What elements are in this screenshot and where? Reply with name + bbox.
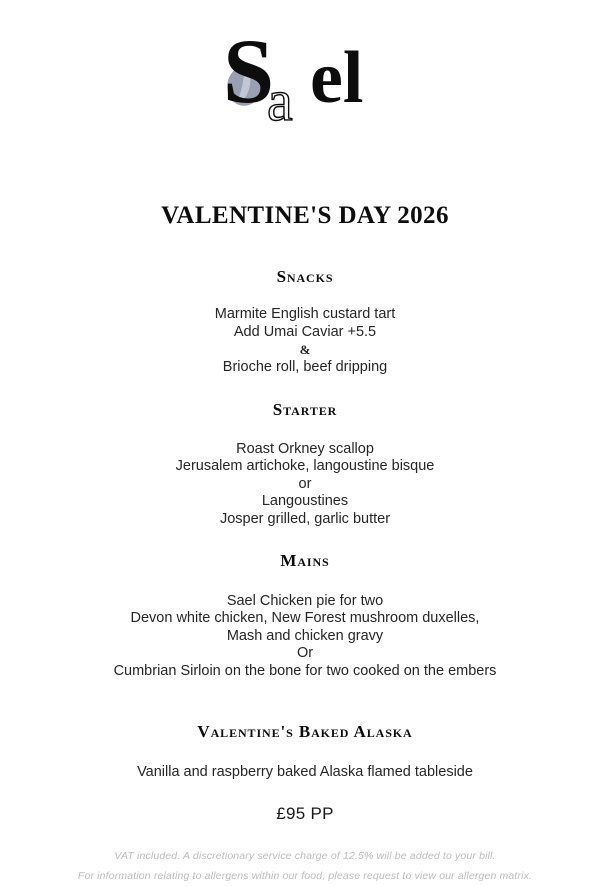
menu-line-or: or: [298, 475, 312, 492]
menu-price: £95 PP: [276, 804, 334, 824]
menu-line: Josper grilled, garlic butter: [219, 510, 391, 527]
menu-line: Langoustines: [261, 493, 349, 510]
logo-letters-el: el: [310, 37, 364, 119]
menu-line-or: Or: [296, 645, 314, 662]
page-title: VALENTINE'S DAY 2026: [161, 202, 449, 229]
brand-logo: [0, 0, 610, 150]
sael-logo-svg: [215, 22, 395, 130]
menu-line: Marmite English custard tart: [214, 306, 396, 323]
vat-note: VAT included. A discretionary service charge of 12.5% will be added to your bill.: [114, 850, 496, 863]
section-starter: [0, 400, 610, 528]
section-dessert: [0, 722, 610, 781]
section-lines-starter: [0, 441, 610, 529]
menu-line: Mash and chicken gravy: [226, 627, 384, 644]
sael-logo-mark: [0, 22, 610, 130]
menu-line: Roast Orkney scallop: [236, 440, 374, 457]
section-mains: [0, 551, 610, 680]
menu-line: Add Umai Caviar +5.5: [233, 323, 377, 340]
menu-line: Cumbrian Sirloin on the bone for two cooked on the embers: [113, 662, 497, 679]
section-heading-starter: Starter: [272, 400, 338, 420]
menu-line-ampersand: &: [299, 342, 311, 358]
section-heading-mains: Mains: [280, 551, 330, 571]
section-lines-snacks: [0, 306, 610, 376]
section-snacks: [0, 267, 610, 377]
allergen-note: For information relating to allergens within our food, please request to view our allergen matrix.: [77, 870, 533, 883]
menu-line: Vanilla and raspberry baked Alaska flamed tableside: [137, 763, 473, 780]
menu-line: Jerusalem artichoke, langoustine bisque: [175, 458, 435, 475]
section-heading-dessert: Valentine's Baked Alaska: [197, 722, 413, 742]
logo-letter-s: S: [223, 22, 275, 122]
menu-line: Sael Chicken pie for two: [226, 592, 384, 609]
logo-letter-a: a: [267, 68, 293, 130]
section-lines-mains: [0, 593, 610, 681]
menu-line: Devon white chicken, New Forest mushroom duxelles,: [130, 610, 480, 627]
footer-notes: [0, 846, 610, 886]
section-heading-snacks: Snacks: [276, 266, 334, 286]
menu-line: Brioche roll, beef dripping: [222, 358, 388, 375]
section-lines-dessert: [0, 764, 610, 782]
